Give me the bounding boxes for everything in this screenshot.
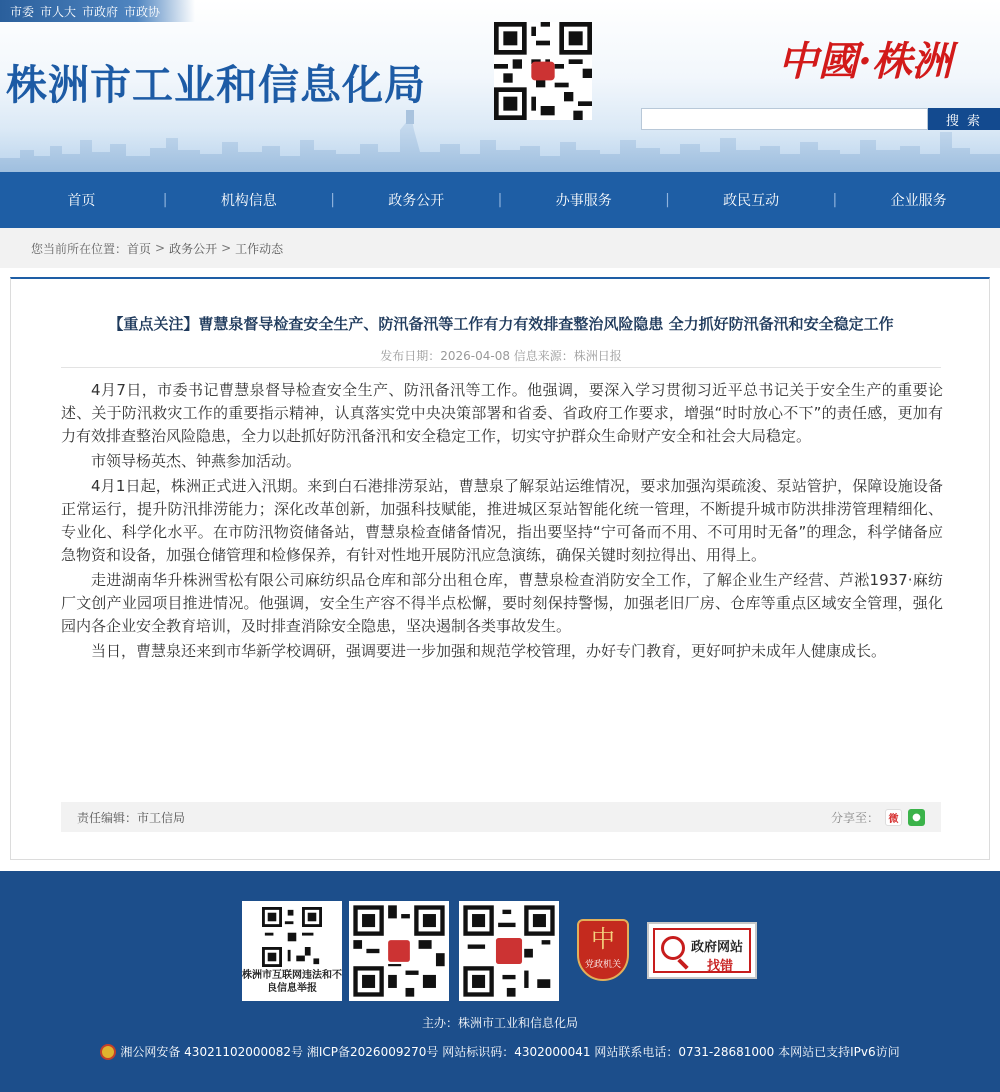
breadcrumb-home[interactable]: 首页 <box>127 241 152 256</box>
badge-emblem-icon: 中 <box>591 925 615 953</box>
divider <box>61 367 941 368</box>
article-paragraph: 当日，曹慧泉还来到市华新学校调研，强调要进一步加强和规范学校管理，办好专门教育，更好呵护未成年人健康成长。 <box>91 642 887 660</box>
nav-separator: | <box>665 192 670 208</box>
wechat-share-icon[interactable]: ● <box>908 809 925 826</box>
party-badge-label: 党政机关 <box>584 960 621 970</box>
top-link-npc[interactable]: 市人大 <box>40 4 77 19</box>
article-editor: 责任编辑：市工信局 <box>77 810 186 825</box>
gov-find-sublabel: 找错 <box>707 959 734 974</box>
article-paragraph: 4月1日起，株洲正式进入汛期。来到白石港排涝泵站，曹慧泉了解泵站运维情况，要求加强沟渠疏浚、泵站管护，保障设施设备正常运行，提升防汛排涝能力；深化改革创新，加强科技赋能，推进城区泵站智能化统一管理，不断提升城市防洪排涝管理精细化、专业化、科学化水平。在市防汛物资储备站，曹慧泉检查储备情况，指出要坚持“宁可备而不用、不可用时无备”的理念，科学储备应急物资和设备，加强仓储管理和检修保养，有针对性地开展防汛应急演练，确保关键时刻拉得出、用得上。 <box>61 477 943 564</box>
footer-icp <box>0 1043 1000 1060</box>
article-body <box>61 379 943 665</box>
article-paragraph: 走进湖南华升株洲雪松有限公司麻纺织品仓库和部分出租仓库，曹慧泉检查消防安全工作，了解企业生产经营、芦淞1937·麻纺厂文创产业园项目推进情况。他强调，安全生产容不得半点松懈，要时刻保持警惕，加强老旧厂房、仓库等重点区域安全管理，强化园内各企业安全教育培训，及时排查消除安全隐患，坚决遏制各类事故发生。 <box>61 571 943 635</box>
report-qr-code-icon <box>262 907 322 967</box>
footer-icp-text: 湘公网安备 43021102000082号 湘ICP备2026009270号 网站标识码：4302000041 网站联系电话：0731-28681000 本网站已支持IPv6访问 <box>120 1045 900 1059</box>
nav-item-interaction[interactable]: 政民互动 <box>723 193 780 209</box>
header-qr-code-icon <box>494 22 592 120</box>
article-title: 【重点关注】曹慧泉督导检查安全生产、防汛备汛等工作有力有效排查整治风险隐患 全力抓好防汛备汛和安全稳定工作 <box>108 315 894 333</box>
nav-item-enterprise[interactable]: 企业服务 <box>890 193 947 209</box>
site-footer <box>0 871 1000 1092</box>
share-label: 分享至： <box>830 810 879 825</box>
breadcrumb-prefix: 您当前所在位置： <box>31 241 128 256</box>
nav-item-services[interactable]: 办事服务 <box>555 193 612 209</box>
party-government-badge[interactable] <box>577 919 629 981</box>
app-qr-code-icon <box>459 901 559 1001</box>
breadcrumb <box>0 228 1000 268</box>
nav-item-organization[interactable]: 机构信息 <box>220 193 277 209</box>
article-paragraph: 4月7日，市委书记曹慧泉督导检查安全生产、防汛备汛等工作。他强调，要深入学习贯彻习近平总书记关于安全生产的重要论述、关于防汛救灾工作的重要指示精神，认真落实党中央决策部署和省委、省政府工作要求，增强“时时放心不下”的责任感，更加有力有效排查整治风险隐患，全力以赴抓好防汛备汛和安全稳定工作，切实守护群众生命财产安全和社会大局稳定。 <box>61 381 943 445</box>
site-header <box>0 0 1000 172</box>
breadcrumb-work-news[interactable]: 工作动态 <box>235 241 284 256</box>
breadcrumb-separator: > <box>155 241 166 255</box>
china-zhuzhou-logo: 中國·株洲 <box>778 38 952 85</box>
nav-separator: | <box>497 192 503 208</box>
nav-separator: | <box>162 192 168 208</box>
share-bar <box>831 809 925 826</box>
main-nav <box>0 172 1000 228</box>
nav-item-home[interactable]: 首页 <box>67 193 96 209</box>
article-paragraph: 市领导杨英杰、钟燕参加活动。 <box>91 452 302 470</box>
top-link-cppcc[interactable]: 市政协 <box>124 4 161 19</box>
magnifier-handle <box>677 958 688 969</box>
gov-find-label: 政府网站 <box>691 940 744 955</box>
article-panel <box>10 277 990 860</box>
magnifier-icon <box>661 936 685 960</box>
article-meta: 发布日期：2026-04-08 信息来源：株洲日报 <box>380 349 622 363</box>
site-title: 株洲市工业和信息化局 <box>6 61 426 109</box>
search-input[interactable] <box>641 108 928 130</box>
nav-separator: | <box>330 192 335 208</box>
footer-host: 主办：株洲市工业和信息化局 <box>421 1016 578 1030</box>
police-badge-icon <box>100 1044 116 1060</box>
report-qr-caption: 株洲市互联网违法和不良信息举报 <box>242 970 342 994</box>
top-link-municipal-committee[interactable]: 市委 <box>10 4 35 19</box>
weibo-share-icon[interactable]: 微 <box>885 809 902 826</box>
breadcrumb-gov-affairs[interactable]: 政务公开 <box>169 241 218 256</box>
report-qr-panel[interactable] <box>242 901 342 1001</box>
top-links <box>0 0 195 22</box>
gov-find-frame <box>653 928 751 973</box>
nav-item-gov-affairs[interactable]: 政务公开 <box>388 193 445 209</box>
wechat-qr-code-icon <box>349 901 449 1001</box>
search-button[interactable]: 搜 索 <box>928 108 1000 130</box>
breadcrumb-separator: > <box>221 241 232 255</box>
top-link-government[interactable]: 市政府 <box>82 4 119 19</box>
article-footer-bar <box>61 802 941 832</box>
nav-separator: | <box>832 192 838 208</box>
gov-website-error-report[interactable] <box>647 922 757 979</box>
